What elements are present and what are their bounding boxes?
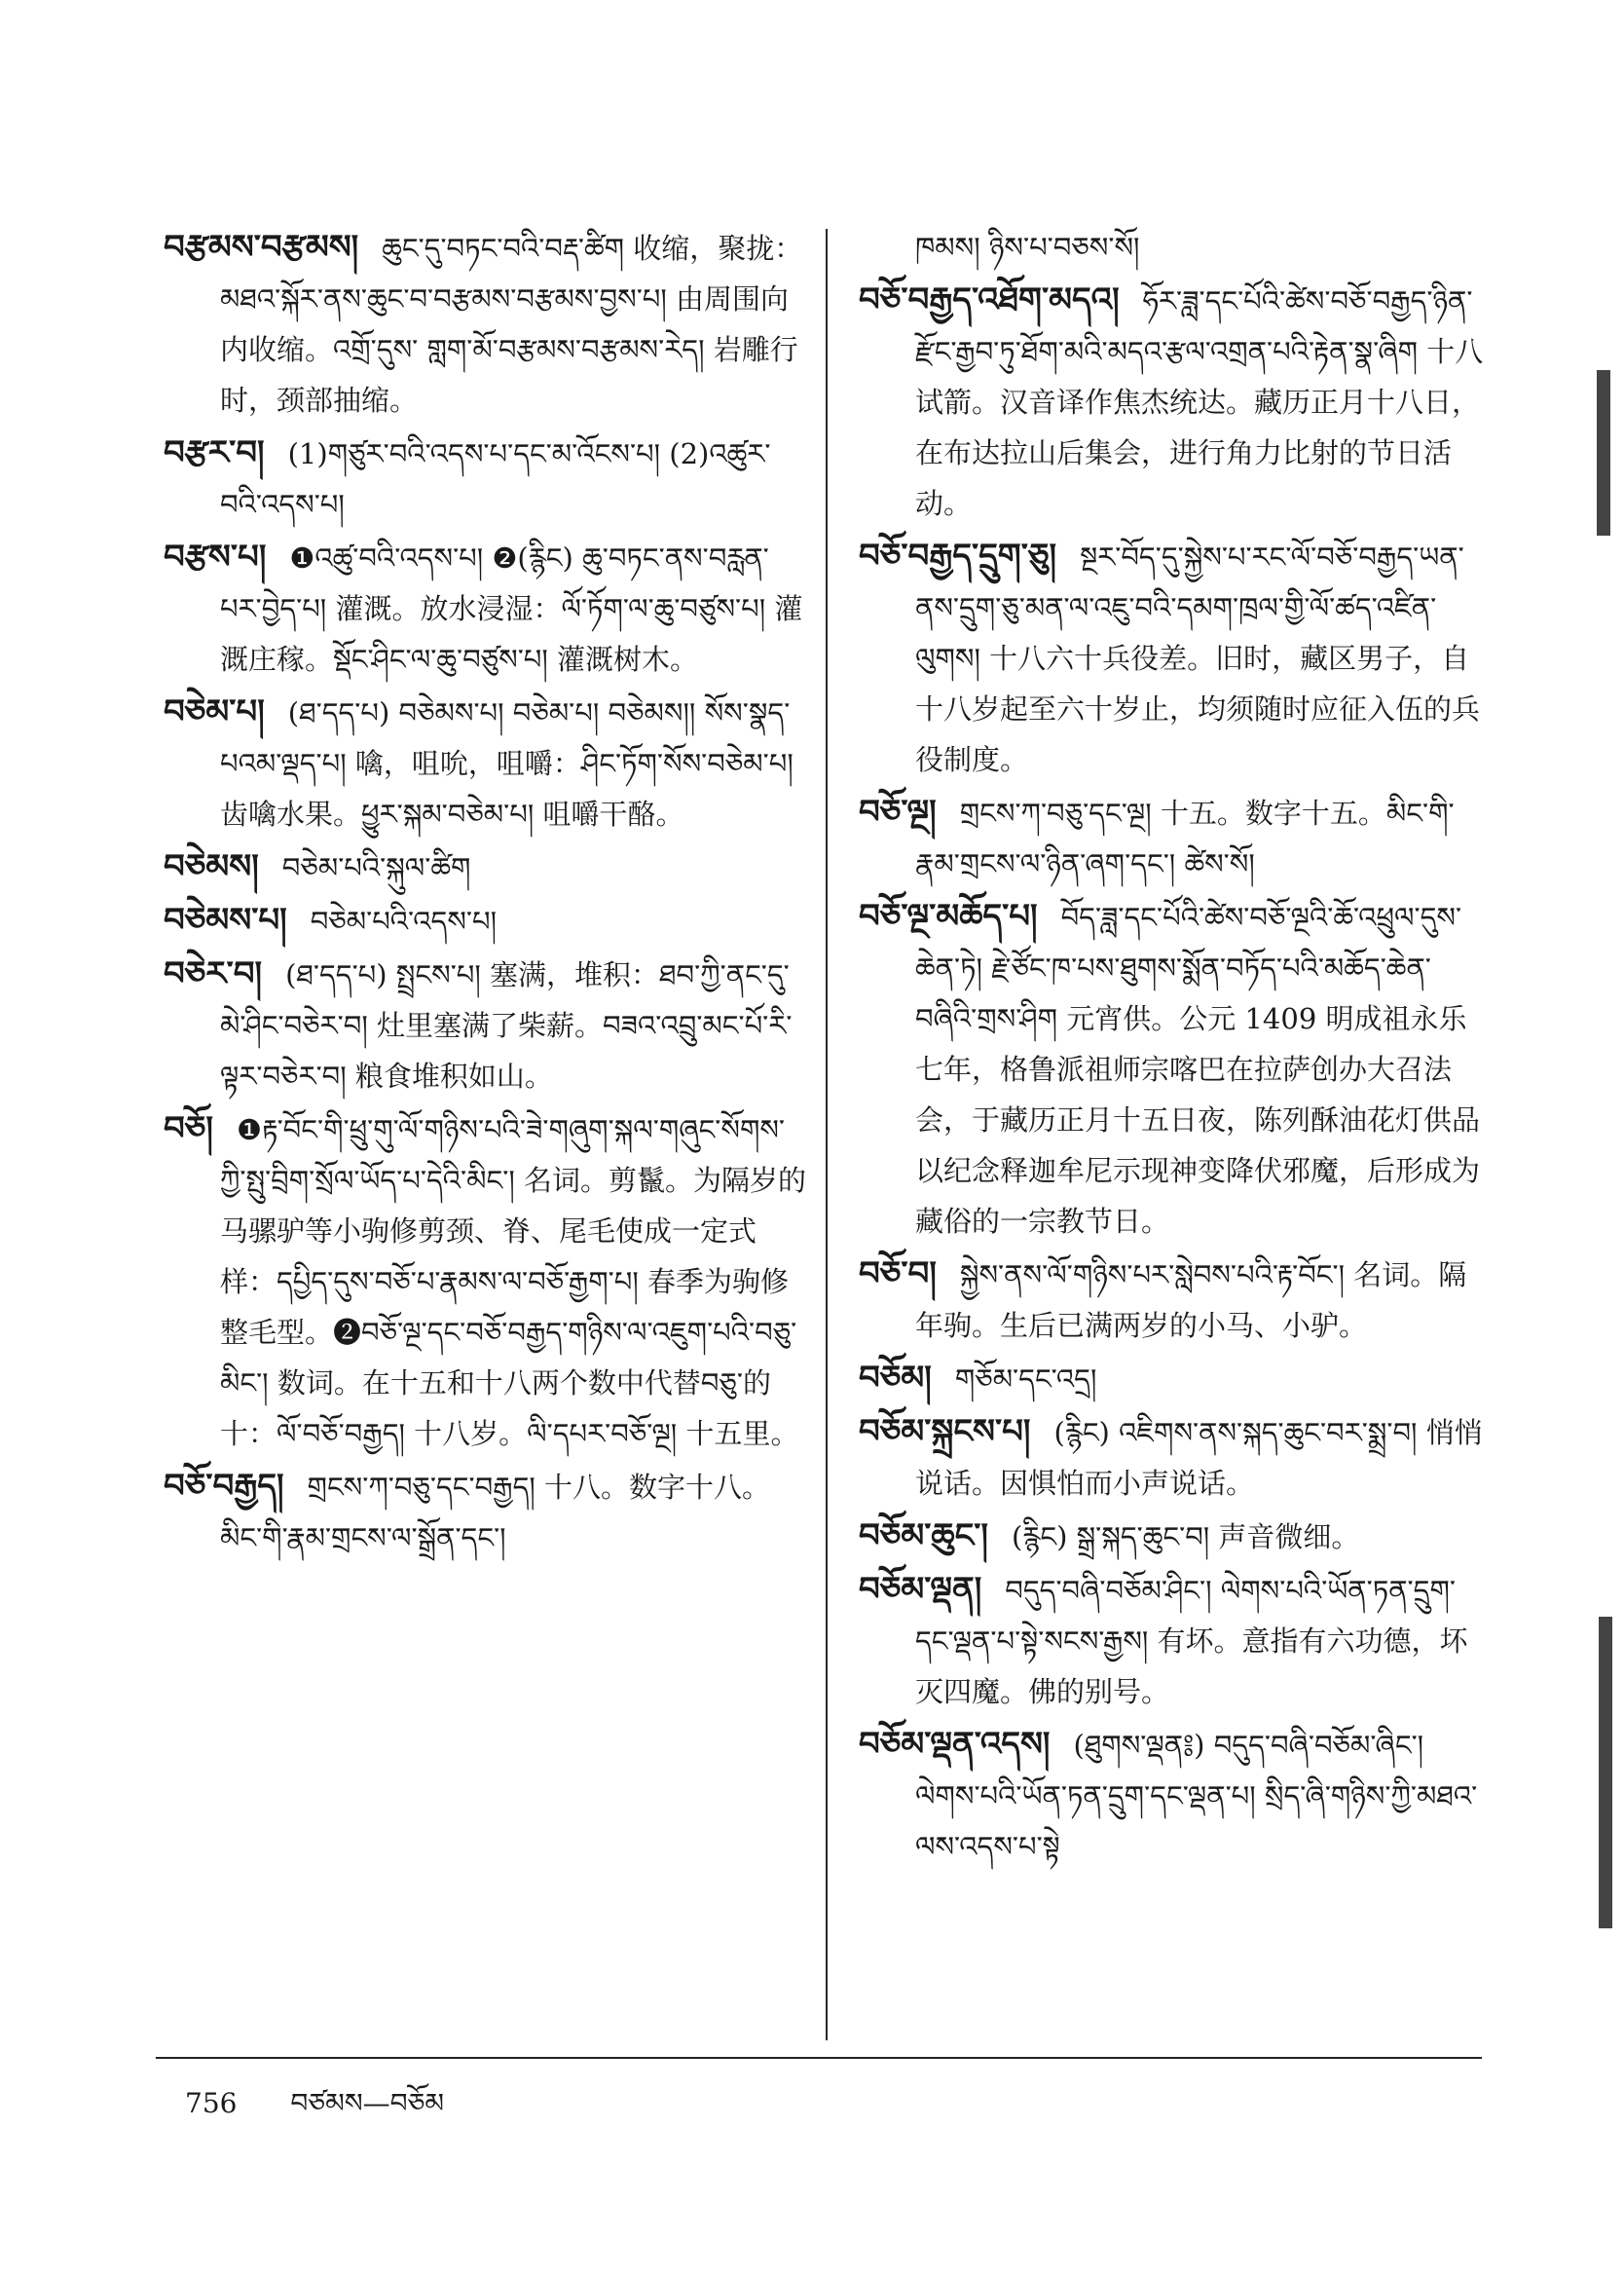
dictionary-entry xyxy=(859,787,1487,889)
entry-definition: བདུད་བཞི་བཅོམ་ཤིང་། ལེགས་པའི་ཡོན་ཏན་དྲུག་དང་ལྡན་པ་སྟེ་སངས་རྒྱས། 有坏。意指有六功德，坏灭四魔。佛的别号。 xyxy=(915,1574,1468,1708)
dictionary-entry xyxy=(859,1249,1487,1351)
entry-definition: ཆུང་དུ་བཏང་བའི་བརྡ་ཚིག 收缩，聚拢：མཐའ་སྐོར་ནས་ཆུང་བ་བརྩམས་བརྩམས་བྱས་པ། 由周围向内收缩。འགྲོ་དུས་ གླག་མོ་བརྩམས་བརྩམས་རེད། 岩雕行时，颈部抽缩。 xyxy=(220,232,803,417)
scan-edge-mark xyxy=(1599,1617,1612,1928)
entry-definition: སྐྱེས་ནས་ལོ་གཉིས་པར་སླེབས་པའི་རྟ་བོང་། 名词。隔年驹。生后已满两岁的小马、小驴。 xyxy=(915,1258,1467,1342)
dictionary-entry xyxy=(859,275,1487,529)
dictionary-entry xyxy=(164,841,806,893)
entry-headword: བཅོ་ལྔ་མཆོད་པ། xyxy=(859,897,1038,936)
entry-headword: བཅོ། xyxy=(164,1109,213,1148)
entry-headword: བཅོམ་ལྡན་འདས། xyxy=(859,1725,1051,1764)
dictionary-entry xyxy=(164,895,806,947)
entry-definition: ཁམས། ཉིས་པ་བཅས་སོ། xyxy=(915,231,1140,264)
entry-definition: གྲངས་ཀ་བཅུ་དང་བརྒྱད། 十八。数字十八。མིང་གི་རྣམ་གྲངས་ལ་སྒྲོན་དང་། xyxy=(220,1471,771,1554)
dictionary-entry xyxy=(859,1564,1487,1717)
entry-definition: (1)གཙུར་བའི་འདས་པ་དང་མ་འོངས་པ། (2)འཚུར་བའི་འདས་པ། xyxy=(220,437,771,521)
entry-definition: (ཐ་དད་པ) བཅེམས་པ། བཅེམ་པ། བཅེམས།། སོས་སྣད་པའམ་ལྡད་པ། 噙，咀吮，咀嚼：ཤིང་ཏོག་སོས་བཅེམ་པ། 齿噙水果。ཕྱུར་སྐམ་བཅེམ་པ། 咀嚼干酪。 xyxy=(220,696,794,831)
dictionary-entry xyxy=(164,222,806,426)
entry-headword: བཅོ་བ། xyxy=(859,1254,937,1293)
entry-definition: སྔར་བོད་དུ་སྐྱེས་པ་རང་ལོ་བཅོ་བརྒྱད་ཡན་ནས་དྲུག་ཅུ་མན་ལ་འཇུ་བའི་དམག་ཁྲལ་གྱི་ལོ་ཚད་འཛིན་ལུགས། 十八六十兵役差。旧时，藏区男子，自十八岁起至六十岁止，均须随时应征入伍的兵役制度。 xyxy=(915,541,1481,776)
entry-headword: བཅེམས། xyxy=(164,847,259,886)
dictionary-entry xyxy=(164,1103,806,1459)
right-column xyxy=(859,222,1487,1874)
dictionary-entry xyxy=(164,1461,806,1563)
entry-headword: བཅོམ་ཆུང་། xyxy=(859,1516,988,1555)
entry-definition: (རྙིང) འཇིགས་ནས་སྐད་ཆུང་བར་སྨྲ་བ། 悄悄说话。因惧怕而小声说话。 xyxy=(915,1416,1483,1500)
left-column xyxy=(164,222,806,1565)
dictionary-entry xyxy=(164,949,806,1101)
dictionary-entry xyxy=(859,531,1487,785)
running-head: བཙམས—བཅོམ xyxy=(290,2087,445,2119)
entry-headword: བརྩར་བ། xyxy=(164,433,265,472)
entry-definition: (ཐ་དད་པ) སྤྲངས་པ། 塞满，堆积：ཐབ་ཀྱི་ནང་དུ་མེ་ཤིང་བཅེར་བ། 灶里塞满了柴薪。བཟའ་འབྲུ་མང་པོ་རི་ལྟར་བཅེར་བ། 粮食堆积如山。 xyxy=(220,958,793,1093)
entry-definition: བཅེམ་པའི་འདས་པ། xyxy=(310,905,498,938)
entry-headword: བཅོ་ལྔ། xyxy=(859,793,937,832)
entry-headword: བརྩས་པ། xyxy=(164,538,267,577)
entry-definition: བཅེམ་པའི་སྐུལ་ཚིག xyxy=(281,851,471,884)
dictionary-entry xyxy=(859,891,1487,1247)
entry-headword: བཅོམ་ལྡན། xyxy=(859,1570,982,1609)
page-footer xyxy=(185,2072,489,2149)
page-number: 756 xyxy=(185,2087,238,2119)
dictionary-entry xyxy=(164,428,806,530)
entry-headword: བཅེམ་པ། xyxy=(164,692,265,731)
entry-headword: བཅོམ་སྐྲངས་པ། xyxy=(859,1412,1031,1451)
dictionary-entry xyxy=(859,1406,1487,1509)
entry-headword: བཅོ་བརྒྱད་འཐོག་མདའ། xyxy=(859,280,1120,319)
dictionary-entry xyxy=(859,222,1487,273)
dictionary-entry xyxy=(859,1511,1487,1562)
scan-edge-mark xyxy=(1597,370,1610,536)
column-divider xyxy=(826,229,828,2040)
footer-rule xyxy=(156,2057,1482,2059)
entry-definition: ❶འཚུ་བའི་འདས་པ། ❷(རྙིང) ཆུ་བཏང་ནས་བརླན་པར་བྱེད་པ། 灌溉。放水浸湿：ལོ་ཏོག་ལ་ཆུ་བཙུས་པ། 灌溉庄稼。སྡོང་ཤིང་ལ་ཆུ་བཙུས་པ། 灌溉树木。 xyxy=(220,541,803,676)
entry-definition: གཅོམ་དང་འདྲ། xyxy=(954,1362,1097,1396)
entry-definition: ཧོར་ཟླ་དང་པོའི་ཚེས་བཅོ་བརྒྱད་ཉིན་རྫོང་རྒྱབ་ཏུ་ཐོག་མའི་མདའ་རྩལ་འགྲན་པའི་རྟེན་སྣ་ཞིག 十八试箭。汉音译作焦杰统达。藏历正月十八日，在布达拉山后集会，进行角力比射的节日活动。 xyxy=(915,284,1484,520)
dictionary-entry xyxy=(164,532,806,685)
entry-definition: ❶རྟ་བོང་གི་ཕྲུ་གུ་ལོ་གཉིས་པའི་ཟེ་གཞུག་སྐལ་གཞུང་སོགས་ཀྱི་སྤུ་བྲིག་སྲོལ་ཡོད་པ་དེའི་མིང་། 名词。剪鬣。为隔岁的马骡驴等小驹修剪颈、脊、尾毛使成一定式样：དཔྱིད་དུས་བཅོ་པ་རྣམས་ལ་བཅོ་རྒྱག་པ། 春季为驹修整毛型。❷བཅོ་ལྔ་དང་བཅོ་བརྒྱད་གཉིས་ལ་འཇུག་པའི་བཅུ་མིང་། 数词。在十五和十八两个数中代替བཅུ་的十：ལོ་བཅོ་བརྒྱད། 十八岁。ལི་དཔར་བཅོ་ལྔ། 十五里。 xyxy=(220,1113,806,1450)
dictionary-entry xyxy=(164,687,806,840)
entry-definition: བོད་ཟླ་དང་པོའི་ཚེས་བཅོ་ལྔའི་ཆོ་འཕྲུལ་དུས་ཆེན་ཏེ། རྗེ་ཙོང་ཁ་པས་ཐུགས་སྨོན་བཏོད་པའི་མཆོད་ཆེན་བཞིའི་གྲས་ཤིག 元宵供。公元 1409 明成祖永乐七年，格鲁派祖师宗喀巴在拉萨创办大召法会，于藏历正月十五日夜，陈列酥油花灯供品以纪念释迦牟尼示现神变降伏邪魔，后形成为藏俗的一宗教节日。 xyxy=(915,901,1481,1238)
entry-definition: གྲངས་ཀ་བཅུ་དང་ལྔ། 十五。数字十五。མིང་གི་རྣམ་གྲངས་ལ་ཉིན་ཞག་དང་། ཚེས་སོ། xyxy=(915,797,1455,880)
entry-headword: བཅོ་བརྒྱད་དྲུག་ཅུ། xyxy=(859,537,1057,576)
entry-headword: བརྩམས་བརྩམས། xyxy=(164,228,359,267)
entry-headword: བཅེར་བ། xyxy=(164,954,263,993)
entry-headword: བཅེམས་པ། xyxy=(164,901,287,940)
entry-headword: བཅོམ། xyxy=(859,1359,932,1398)
entry-definition: (རྙིང) སྒྲ་སྐད་ཆུང་བ། 声音微细。 xyxy=(1011,1520,1360,1553)
dictionary-entry xyxy=(859,1719,1487,1872)
entry-definition: (ཐུགས་ལྡན༔) བདུད་བཞི་བཅོམ་ཞིང་། ལེགས་པའི་ཡོན་ཏན་དྲུག་དང་ལྡན་པ། སྲིད་ཞི་གཉིས་ཀྱི་མཐའ་ལས་འདས་པ་སྟེ xyxy=(915,1729,1478,1863)
dictionary-entry xyxy=(859,1353,1487,1404)
entry-headword: བཅོ་བརྒྱད། xyxy=(164,1467,284,1506)
